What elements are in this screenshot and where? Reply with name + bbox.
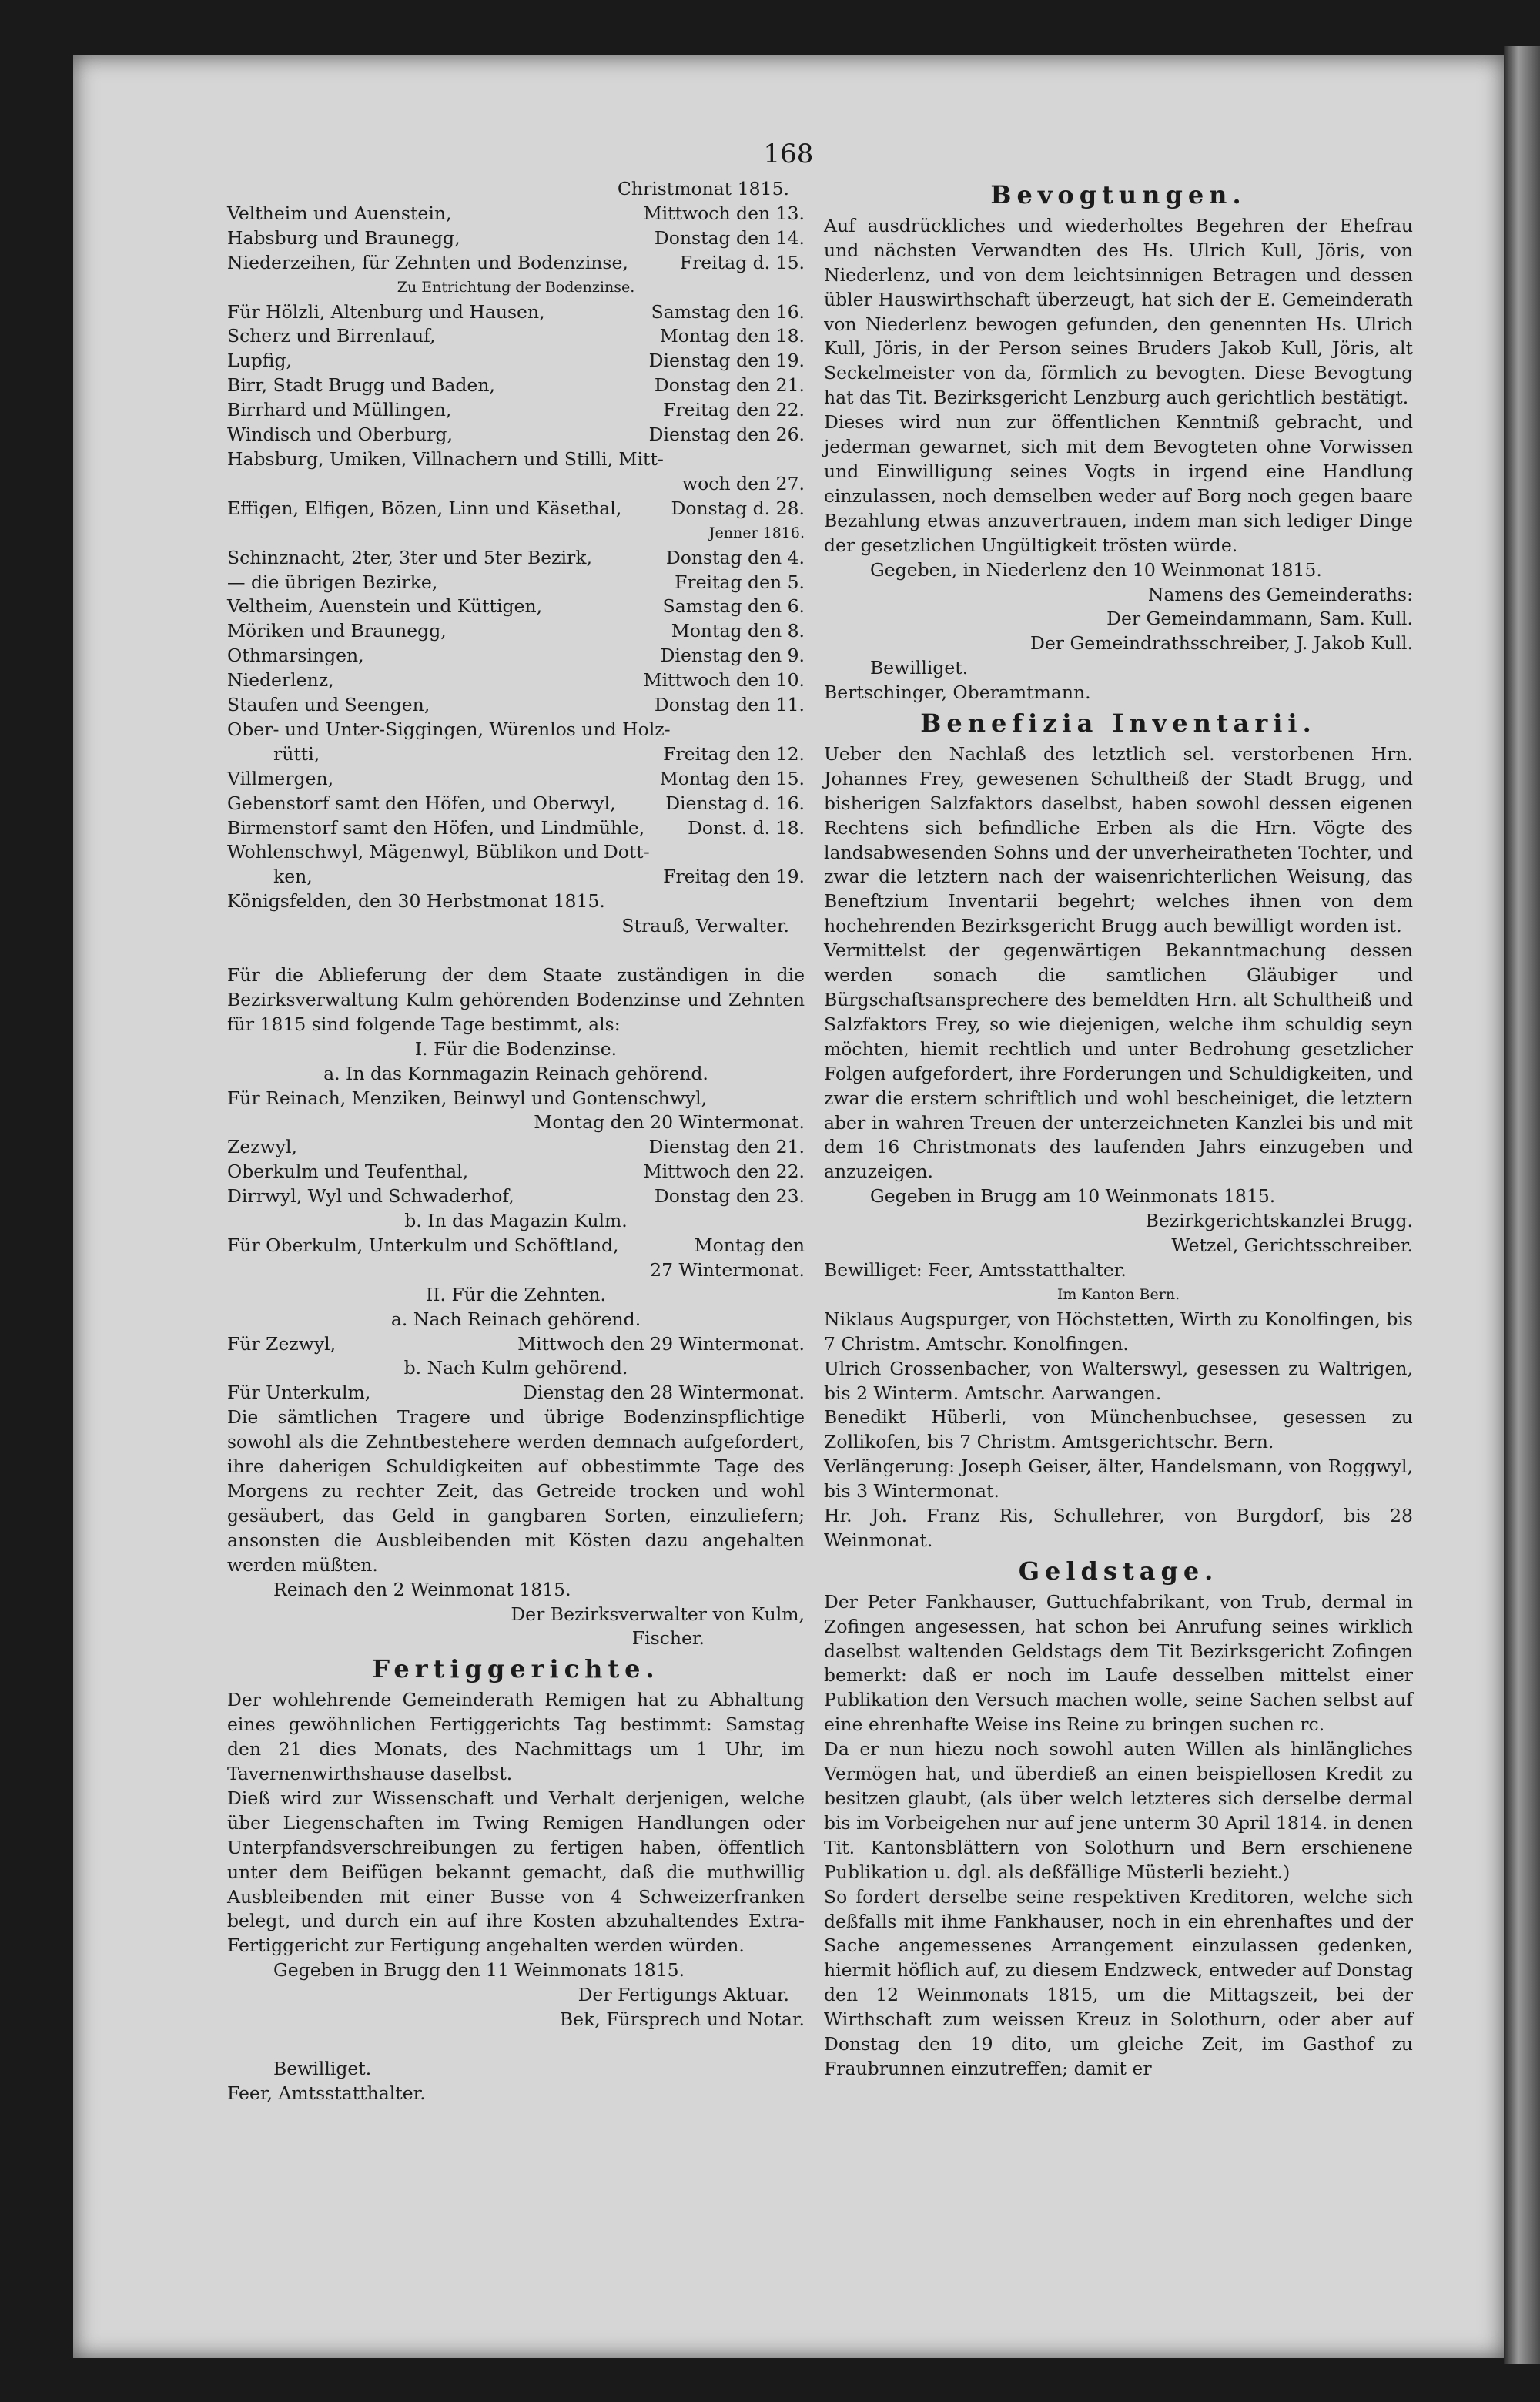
schedule-day: Montag den 20 Wintermonat.: [534, 1111, 805, 1134]
signature-bertschinger: Bertschinger, Oberamtmann.: [824, 682, 1091, 704]
schedule-row: Effigen, Elfigen, Bözen, Linn und Käsethal, Donstag d. 28.: [227, 497, 805, 519]
right-column: [824, 177, 1413, 2082]
section-bodenzinse: I. Für die Bodenzinse.: [414, 1037, 618, 1060]
signature-aktuar: Der Fertigungs Aktuar.: [578, 1984, 789, 2006]
date-niederlenz: Gegeben, in Niederlenz den 10 Weinmonat 1815.: [870, 558, 1322, 581]
geld-text-2: Da er nun hiezu noch sowohl auten Willen als hinlängliches Vermögen hat, und überdieß an einen beispiellosen Kredit zu besitzen glaubt, (als über welch letzteres sich derselbe dermal bis im Vorbeigehen nur auf jene unterm 30 April 1814. in denen Tit. Kantonsblättern von Solothurn und Bern erschienene Publikation u. dgl. als deßfällige Müsterli bezieht.): [824, 1738, 1413, 1883]
schedule-row: Scherz und Birrenlauf, Montag den 18.: [227, 325, 805, 347]
schedule-row: Für Unterkulm, Dienstag den 28 Wintermonat.: [227, 1382, 805, 1404]
schedule-row: Ober- und Unter-Siggingen, Würenlos und Holz-: [227, 718, 671, 740]
signature-ammann: Der Gemeindammann, Sam. Kull.: [1106, 608, 1413, 630]
schedule-row: rütti, Freitag den 12.: [273, 742, 805, 765]
heading-geldstage: Geldstage.: [1018, 1556, 1219, 1586]
schedule-row: Für Reinach, Menziken, Beinwyl und Gontenschwyl,: [227, 1087, 708, 1109]
schedule-row: Veltheim, Auenstein und Küttigen, Samstag den 6.: [227, 595, 805, 618]
section-reinach: a. In das Kornmagazin Reinach gehörend.: [323, 1062, 708, 1084]
schedule-day: woch den 27.: [682, 472, 805, 494]
bewilliget: Bewilliget.: [273, 2057, 372, 2079]
signature-bek: Bek, Fürsprech und Notar.: [559, 2008, 805, 2031]
section-nach-kulm: b. Nach Kulm gehörend.: [403, 1357, 628, 1379]
left-column: [227, 177, 805, 2106]
date-brugg: Gegeben in Brugg am 10 Weinmonats 1815.: [870, 1185, 1276, 1208]
list-item: Niklaus Augspurger, von Höchstetten, Wirth zu Konolfingen, bis 7 Christm. Amtschr. Konolfingen.: [824, 1308, 1413, 1355]
signature-schreiber: Der Gemeindrathsschreiber, J. Jakob Kull.: [1030, 632, 1413, 655]
date-brugg: Gegeben in Brugg den 11 Weinmonats 1815.: [273, 1959, 685, 1982]
benef-text-1: Ueber den Nachlaß des letztlich sel. verstorbenen Hrn. Johannes Frey, gewesenen Schultheiß der Stadt Brugg, und bisherigen Salzfaktors daselbst, haben sowohl dessen eigenen Rechtens sich befindliche Erben als die Hrn. Vögte des landsabwesenden Sohns und der unverheiratheten Tochter, und zwar die letztern nach der waisenrichterlichen Weisung, das Beneftzium Inventarii begehrt; welches ihnen von dem hochehrenden Bezirksgericht Brugg auch bewilligt worden ist.: [824, 742, 1413, 937]
bewilliget-feer: Bewilliget: Feer, Amtsstatthalter.: [824, 1258, 1127, 1281]
section-zehnten: II. Für die Zehnten.: [425, 1283, 607, 1305]
page-edge: [1504, 46, 1540, 2364]
kulm-intro: Für die Ablieferung der dem Staate zuständigen in die Bezirksverwaltung Kulm gehörenden Bodenzinse und Zehnten für 1815 sind folgende Tage bestimmt, als:: [227, 963, 805, 1035]
schedule-5: [227, 1135, 805, 1209]
date-christmonat: Christmonat 1815.: [617, 178, 789, 199]
schedule-4: [227, 767, 805, 841]
section-kulm: b. In das Magazin Kulm.: [404, 1210, 628, 1232]
schedule-row: Lupfig, Dienstag den 19.: [227, 350, 805, 372]
schedule-row: Niederlenz, Mittwoch den 10.: [227, 669, 805, 692]
kulm-text: Die sämtlichen Tragere und übrige Bodenzinspflichtige sowohl als die Zehntbestehere werden demnach aufgefordert, ihre daherigen Schuldigkeiten auf obbestimmte Tage des Morgens zu rechter Zeit, das Getreide trocken und wohl gesäubert, das Geld in gangbaren Sorten, einzuliefern; ansonsten die Ausbleibenden mit Kösten dazu angehalten werden müßten.: [227, 1406, 805, 1576]
schedule-row: Möriken und Braunegg, Montag den 8.: [227, 620, 805, 642]
schedule-row: Birrhard und Müllingen, Freitag den 22.: [227, 399, 805, 421]
schedule-row: Niederzeihen, für Zehnten und Bodenzinse, Freitag d. 15.: [227, 251, 805, 273]
schedule-3: [227, 546, 805, 718]
schedule-row: Für Hölzli, Altenburg und Hausen, Samstag den 16.: [227, 300, 805, 323]
fertig-text-2: Dieß wird zur Wissenschaft und Verhalt derjenigen, welche über Liegenschaften im Twing Remigen Handlungen oder Unterpfandsverschreibungen zu fertigen haben, öffentlich unter dem Beifügen bekannt gemacht, daß die muthwillig Ausbleibenden mit einer Busse von 4 Schweizerfranken belegt, und durch ein auf ihre Kosten abzuhaltendes Extra-Fertiggericht zur Fertigung angehalten werden würden.: [227, 1787, 805, 1957]
schedule-2: [227, 300, 805, 447]
list-item: Benedikt Hüberli, von Münchenbuchsee, gesessen zu Zollikofen, bis 7 Christm. Amtsgerichtschr. Bern.: [824, 1406, 1413, 1453]
bevogt-text-1: Auf ausdrückliches und wiederholtes Begehren der Ehefrau und nächsten Verwandten des Hs. Ulrich Kull, Jöris, von Niederlenz, und von dem leichtsinnigen Betragen und dessen übler Hauswirthschaft überzeugt, hat sich der E. Gemeinderath von Niederlenz bewogen gefunden, den genennten Hs. Ulrich Kull, Jöris, in der Person seines Bruders Jakob Kull, Jöris, alt Seckelmeister von da, förmlich zu bevogten. Diese Bevogtung hat das Tit. Bezirksgericht Lenzburg auch gerichtlich bestätigt.: [824, 214, 1413, 409]
schedule-row: Schinznacht, 2ter, 3ter und 5ter Bezirk, Donstag den 4.: [227, 546, 805, 568]
schedule-row: Für Zezwyl, Mittwoch den 29 Wintermonat.: [227, 1332, 805, 1355]
section-nach-reinach: a. Nach Reinach gehörend.: [390, 1308, 641, 1330]
list-item: Verlängerung: Joseph Geiser, älter, Handelsmann, von Roggwyl, bis 3 Wintermonat.: [824, 1456, 1413, 1503]
schedule-row: Villmergen, Montag den 15.: [227, 767, 805, 789]
benef-text-2: Vermittelst der gegenwärtigen Bekanntmachung dessen werden sonach die samtlichen Gläubiger und Bürgschaftsansprechere des bemeldten Hrn. alt Schultheiß und Salzfaktors Frey, so wie diejenigen, welche ihm schuldig seyn möchten, hiemit rechtlich und unter Bedrohung gesetzlicher Folgen aufgefordert, ihre Forderungen und Schuldigkeiten, und zwar die erstern schriftlich und wohl bescheiniget, die letztern aber in wahren Treuen der unterzeichneten Kanzlei bis und mit dem 16 Christmonats des laufenden Jahrs einzugeben und anzuzeigen.: [824, 940, 1413, 1183]
date-koenigsfelden: Königsfelden, den 30 Herbstmonat 1815.: [227, 890, 605, 913]
schedule-row: Zezwyl, Dienstag den 21.: [227, 1136, 805, 1158]
fertig-text-1: Der wohlehrende Gemeinderath Remigen hat zu Abhaltung eines gewöhnlichen Fertiggerichts Tag bestimmt: Samstag den 21 dies Monats, des Nachmittags um 1 Uhr, im Tavernenwirthshause daselbst.: [227, 1689, 805, 1784]
list-item: Ulrich Grossenbacher, von Walterswyl, gesessen zu Waltrigen, bis 2 Winterm. Amtschr. Aarwangen.: [824, 1357, 1413, 1404]
date-jenner: Jenner 1816.: [708, 524, 805, 541]
schedule-1: [227, 202, 805, 276]
signature-fischer: Fischer.: [631, 1627, 705, 1650]
schedule-row: Windisch und Oberburg, Dienstag den 26.: [227, 424, 805, 446]
schedule-row: Veltheim und Auenstein, Mittwoch den 13.: [227, 202, 805, 224]
schedule-row: Oberkulm und Teufenthal, Mittwoch den 22.: [227, 1161, 805, 1183]
schedule-row: ken, Freitag den 19.: [273, 866, 805, 888]
signature-wetzel: Wetzel, Gerichtsschreiber.: [1171, 1235, 1413, 1257]
schedule-row: Gebenstorf samt den Höfen, und Oberwyl, Dienstag d. 16.: [227, 792, 805, 814]
signature-strauss: Strauß, Verwalter.: [621, 915, 789, 937]
schedule-row: Othmarsingen, Dienstag den 9.: [227, 645, 805, 667]
signature-kanzlei: Bezirkgerichtskanzlei Brugg.: [1145, 1210, 1413, 1232]
schedule-row: Dirrwyl, Wyl und Schwaderhof, Donstag den 23.: [227, 1185, 805, 1208]
schedule-row: Habsburg, Umiken, Villnachern und Stilli, Mitt-: [227, 447, 664, 470]
signature-verwalter: Der Bezirksverwalter von Kulm,: [511, 1603, 805, 1625]
heading-benefizia: Benefizia Inventarii.: [920, 709, 1317, 739]
schedule-row: Für Oberkulm, Unterkulm und Schöftland, Montag den: [227, 1234, 805, 1256]
schedule-row: Wohlenschwyl, Mägenwyl, Büblikon und Dott-: [227, 841, 650, 863]
geld-text-1: Der Peter Fankhauser, Guttuchfabrikant, von Trub, dermal in Zofingen angesessen, hat schon bei Anrufung seines wirklich daselbst waltenden Geldstags dem Tit Bezirksgericht Zofingen bemerkt: daß er noch im Laufe desselben mittelst einer Publikation den Versuch machen wolle, seine Sachen selbst auf eine ehrenhafte Weise ins Reine zu bringen suchen rc.: [824, 1590, 1413, 1736]
schedule-row: Birmenstorf samt den Höfen, und Lindmühle, Donst. d. 18.: [227, 816, 805, 839]
heading-bevogtungen: Bevogtungen.: [990, 180, 1247, 209]
heading-fertiggerichte: Fertiggerichte.: [372, 1654, 660, 1684]
schedule-row: — die übrigen Bezirke, Freitag den 5.: [227, 571, 805, 593]
subheading-bodenzinse: Zu Entrichtung der Bodenzinse.: [397, 278, 635, 296]
signature-feer: Feer, Amtsstatthalter.: [227, 2082, 426, 2104]
schedule-row: Habsburg und Braunegg, Donstag den 14.: [227, 226, 805, 249]
date-reinach: Reinach den 2 Weinmonat 1815.: [273, 1578, 571, 1600]
geld-text-3: So fordert derselbe seine respektiven Kreditoren, welche sich deßfalls mit ihme Fankhauser, noch in ein ehrenhaftes und der Sache angemessenes Arrangement einzulassen gedenken, hiermit höflich auf, zu diesem Endzweck, entweder auf Donstag den 12 Weinmonats 1815, um die Mittagszeit, bei der Wirthschaft zum weissen Kreuz in Solothurn, oder aber auf Donstag den 19 dito, um gleiche Zeit, im Gasthof zu Fraubrunnen einzutreffen; damit er: [824, 1885, 1413, 2079]
namens: Namens des Gemeinderaths:: [1147, 583, 1413, 605]
page-number: 168: [763, 139, 814, 169]
bevogt-text-2: Dieses wird nun zur öffentlichen Kenntniß gebracht, und jederman gewarnet, sich mit dem Bevogteten ohne Vorwissen und Einwilligung seines Vogts in irgend eine Handlung einzulassen, noch demselben weder auf Borg noch gegen baare Bezahlung etwas anzuvertrauen, indem man sich lediger Dinge der gesetzlichen Ungültigkeit trösten würde.: [824, 411, 1413, 556]
bewilliget: Bewilliget.: [870, 657, 969, 679]
heading-kanton-bern: Im Kanton Bern.: [1056, 1285, 1180, 1303]
schedule-day: 27 Wintermonat.: [650, 1258, 805, 1281]
list-item: Hr. Joh. Franz Ris, Schullehrer, von Burgdorf, bis 28 Weinmonat.: [824, 1505, 1413, 1551]
schedule-row: Staufen und Seengen, Donstag den 11.: [227, 694, 805, 716]
schedule-row: Birr, Stadt Brugg und Baden, Donstag den 21.: [227, 374, 805, 397]
